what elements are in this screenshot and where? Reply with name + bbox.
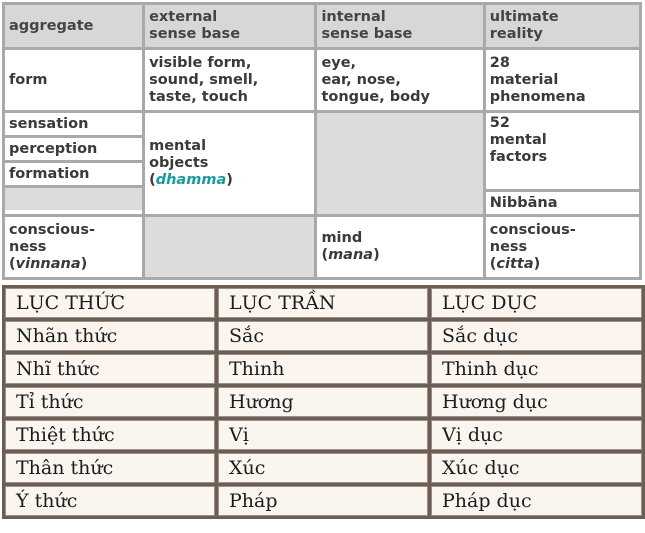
table-row: [5, 420, 642, 450]
cell-duc: Xúc dục: [431, 453, 642, 483]
cell-thuc: Nhĩ thức: [5, 354, 215, 384]
cell-duc: Thinh dục: [431, 354, 642, 384]
form-ultimate-cell: 28 material phenomena: [486, 50, 639, 110]
header-internal-sense-base: internal sense base: [317, 5, 482, 47]
header-ultimate-reality: ultimate reality: [486, 5, 639, 47]
mental-factors-cell: 52 mental factors: [486, 113, 639, 192]
luc-thuc-table: [2, 285, 645, 519]
cell-tran: Xúc: [218, 453, 428, 483]
cell-tran: Thinh: [218, 354, 428, 384]
cell-thuc: Thân thức: [5, 453, 215, 483]
formation-cell: formation: [5, 163, 142, 188]
consciousness-ultimate-cell: conscious- ness (citta): [486, 217, 639, 277]
mind-cell: mind (mana): [317, 217, 482, 277]
nibbana-cell: Nibbāna: [489, 195, 558, 211]
cell-tran: Vị: [218, 420, 428, 450]
form-aggregate-cell: form: [5, 50, 142, 110]
empty-cell: [5, 188, 142, 210]
header-luc-thuc: LỤC THỨC: [5, 288, 215, 318]
mental-ultimate-stack: [486, 113, 639, 214]
aggregates-table: [2, 2, 642, 280]
cell-duc: Vị dục: [431, 420, 642, 450]
table-row: [5, 453, 642, 483]
sensation-cell: sensation: [5, 113, 142, 138]
mana-term: mana: [328, 247, 374, 263]
cell-tran: Pháp: [218, 486, 428, 516]
empty-internal-cell: [317, 113, 482, 214]
table-row: [5, 486, 642, 516]
dhamma-term: dhamma: [155, 172, 227, 188]
cell-tran: Sắc: [218, 321, 428, 351]
mental-objects-cell: mental objects (dhamma): [145, 113, 314, 214]
header-luc-duc: LỤC DỤC: [431, 288, 642, 318]
table-row: [5, 387, 642, 417]
table-row: [5, 321, 642, 351]
empty-external-cell: [145, 217, 314, 277]
header-luc-tran: LỤC TRẦN: [218, 288, 428, 318]
consciousness-aggregate-cell: conscious- ness (vinnana): [5, 217, 142, 277]
cell-thuc: Thiệt thức: [5, 420, 215, 450]
cell-duc: Sắc dục: [431, 321, 642, 351]
vinnana-term: vinnana: [15, 255, 81, 272]
table-row: [5, 354, 642, 384]
form-external-cell: visible form, sound, smell, taste, touch: [145, 50, 314, 110]
perception-cell: perception: [5, 138, 142, 163]
cell-duc: Hương dục: [431, 387, 642, 417]
form-internal-cell: eye, ear, nose, tongue, body: [317, 50, 482, 110]
header-external-sense-base: external sense base: [145, 5, 314, 47]
cell-duc: Pháp dục: [431, 486, 642, 516]
citta-term: citta: [496, 255, 534, 272]
mental-aggregates-stack: [5, 113, 142, 214]
header-aggregate: aggregate: [5, 5, 142, 47]
cell-tran: Hương: [218, 387, 428, 417]
cell-thuc: Tỉ thức: [5, 387, 215, 417]
cell-thuc: Nhãn thức: [5, 321, 215, 351]
cell-thuc: Ý thức: [5, 486, 215, 516]
